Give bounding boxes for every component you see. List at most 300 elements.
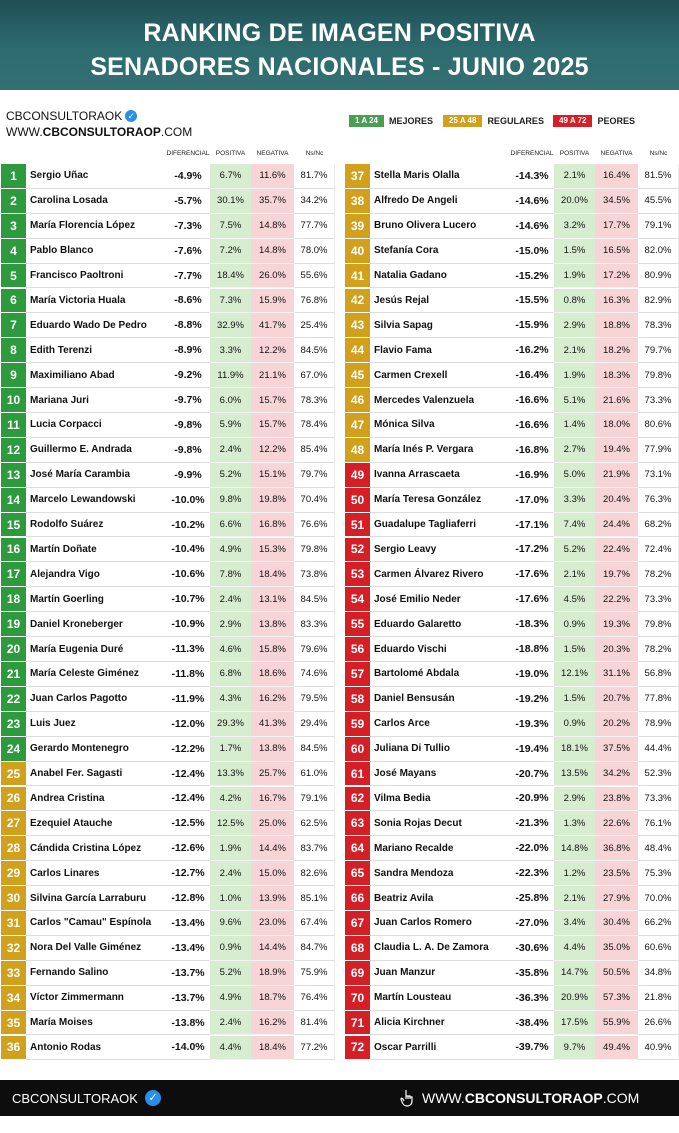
senator-name: José Mayans [370, 762, 510, 787]
bottom-band [0, 1116, 679, 1133]
nsnc-value: 82.6% [294, 861, 335, 886]
rank-cell: 31 [1, 911, 26, 936]
rank-cell: 64 [345, 836, 370, 861]
nsnc-value: 70.0% [638, 886, 679, 911]
negativa-value: 16.7% [251, 787, 294, 812]
table-row [345, 363, 679, 388]
nsnc-value: 80.9% [638, 264, 679, 289]
senator-name: Stefanía Cora [370, 239, 510, 264]
col-negativa-left: NEGATIVA [256, 150, 289, 157]
senator-name: Eduardo Wado De Pedro [26, 313, 166, 338]
nsnc-value: 78.3% [294, 388, 335, 413]
page-title: RANKING DE IMAGEN POSITIVA [143, 19, 536, 47]
table-row [1, 861, 335, 886]
senator-name: José María Carambia [26, 463, 166, 488]
rank-cell: 20 [1, 637, 26, 662]
nsnc-value: 81.7% [294, 164, 335, 189]
diferencial-value: -12.7% [166, 861, 210, 886]
diferencial-value: -12.4% [166, 787, 210, 812]
rank-cell: 25 [1, 762, 26, 787]
nsnc-value: 76.8% [294, 289, 335, 314]
rank-cell: 3 [1, 214, 26, 239]
nsnc-value: 62.5% [294, 811, 335, 836]
negativa-value: 20.4% [595, 488, 638, 513]
table-row [345, 587, 679, 612]
negativa-value: 13.8% [251, 737, 294, 762]
table-row [345, 313, 679, 338]
diferencial-value: -13.7% [166, 986, 210, 1011]
table-row [1, 811, 335, 836]
negativa-value: 55.9% [595, 1011, 638, 1036]
senator-name: Maximiliano Abad [26, 363, 166, 388]
diferencial-value: -11.8% [166, 662, 210, 687]
diferencial-value: -13.7% [166, 961, 210, 986]
diferencial-value: -21.3% [510, 811, 554, 836]
nsnc-value: 60.6% [638, 936, 679, 961]
positiva-value: 6.0% [210, 388, 251, 413]
positiva-value: 4.4% [210, 1036, 251, 1061]
negativa-value: 16.5% [595, 239, 638, 264]
positiva-value: 4.9% [210, 986, 251, 1011]
verified-check-icon: ✓ [125, 110, 137, 122]
table-row [1, 413, 335, 438]
nsnc-value: 84.5% [294, 587, 335, 612]
senator-name: Alicia Kirchner [370, 1011, 510, 1036]
senator-name: Juan Carlos Pagotto [26, 687, 166, 712]
diferencial-value: -38.4% [510, 1011, 554, 1036]
diferencial-value: -9.8% [166, 413, 210, 438]
positiva-value: 4.2% [210, 787, 251, 812]
senator-name: Alejandra Vigo [26, 562, 166, 587]
table-row [1, 513, 335, 538]
senator-name: María Moises [26, 1011, 166, 1036]
verified-check-icon: ✓ [145, 1090, 161, 1106]
brand-url[interactable] [6, 125, 266, 139]
senator-name: Oscar Parrilli [370, 1036, 510, 1061]
negativa-value: 13.8% [251, 612, 294, 637]
nsnc-value: 75.3% [638, 861, 679, 886]
diferencial-value: -19.3% [510, 712, 554, 737]
positiva-value: 0.9% [210, 936, 251, 961]
nsnc-value: 55.6% [294, 264, 335, 289]
senator-name: Juliana Di Tullio [370, 737, 510, 762]
senator-name: María Victoria Huala [26, 289, 166, 314]
rank-cell: 29 [1, 861, 26, 886]
nsnc-value: 73.3% [638, 587, 679, 612]
positiva-value: 14.7% [554, 961, 595, 986]
nsnc-value: 44.4% [638, 737, 679, 762]
rank-cell: 46 [345, 388, 370, 413]
negativa-value: 18.3% [595, 363, 638, 388]
senator-name: Alfredo De Angeli [370, 189, 510, 214]
positiva-value: 1.5% [554, 239, 595, 264]
nsnc-value: 73.8% [294, 562, 335, 587]
diferencial-value: -10.6% [166, 562, 210, 587]
rank-cell: 70 [345, 986, 370, 1011]
rank-cell: 23 [1, 712, 26, 737]
nsnc-value: 79.7% [294, 463, 335, 488]
negativa-value: 24.4% [595, 513, 638, 538]
nsnc-value: 79.8% [294, 538, 335, 563]
nsnc-value: 77.2% [294, 1036, 335, 1061]
table-row [1, 687, 335, 712]
col-negativa-right: NEGATIVA [600, 150, 633, 157]
nsnc-value: 40.9% [638, 1036, 679, 1061]
positiva-value: 13.5% [554, 762, 595, 787]
rank-cell: 12 [1, 438, 26, 463]
negativa-value: 18.0% [595, 413, 638, 438]
negativa-value: 41.7% [251, 313, 294, 338]
senator-name: Mercedes Valenzuela [370, 388, 510, 413]
diferencial-value: -16.8% [510, 438, 554, 463]
senator-name: Ezequiel Atauche [26, 811, 166, 836]
diferencial-value: -22.0% [510, 836, 554, 861]
negativa-value: 17.7% [595, 214, 638, 239]
negativa-value: 16.4% [595, 164, 638, 189]
diferencial-value: -25.8% [510, 886, 554, 911]
diferencial-value: -11.9% [166, 687, 210, 712]
nsnc-value: 83.3% [294, 612, 335, 637]
negativa-value: 21.9% [595, 463, 638, 488]
negativa-value: 35.7% [251, 189, 294, 214]
rank-cell: 26 [1, 787, 26, 812]
diferencial-value: -15.0% [510, 239, 554, 264]
negativa-value: 19.3% [595, 612, 638, 637]
brand-name: CBCONSULTORAOK [6, 109, 123, 123]
rank-cell: 28 [1, 836, 26, 861]
nsnc-value: 85.4% [294, 438, 335, 463]
negativa-value: 15.0% [251, 861, 294, 886]
footer-url[interactable] [400, 1089, 639, 1107]
senator-name: Martín Lousteau [370, 986, 510, 1011]
senator-name: Bruno Olivera Lucero [370, 214, 510, 239]
table-row [345, 164, 679, 189]
positiva-value: 29.3% [210, 712, 251, 737]
nsnc-value: 76.4% [294, 986, 335, 1011]
positiva-value: 12.5% [210, 811, 251, 836]
senator-name: Stella Maris Olalla [370, 164, 510, 189]
nsnc-value: 77.7% [294, 214, 335, 239]
negativa-value: 23.5% [595, 861, 638, 886]
negativa-value: 18.8% [595, 313, 638, 338]
nsnc-value: 73.1% [638, 463, 679, 488]
diferencial-value: -36.3% [510, 986, 554, 1011]
rank-cell: 34 [1, 986, 26, 1011]
rank-cell: 16 [1, 538, 26, 563]
diferencial-value: -10.4% [166, 538, 210, 563]
negativa-value: 20.3% [595, 637, 638, 662]
nsnc-value: 72.4% [638, 538, 679, 563]
table-row [1, 189, 335, 214]
table-row [1, 488, 335, 513]
positiva-value: 1.9% [210, 836, 251, 861]
nsnc-value: 84.5% [294, 338, 335, 363]
negativa-value: 22.6% [595, 811, 638, 836]
positiva-value: 5.9% [210, 413, 251, 438]
positiva-value: 1.7% [210, 737, 251, 762]
diferencial-value: -16.6% [510, 388, 554, 413]
col-diferencial-right: DIFERENCIAL [510, 150, 554, 157]
positiva-value: 4.4% [554, 936, 595, 961]
nsnc-value: 29.4% [294, 712, 335, 737]
legend-label-regular: REGULARES [487, 115, 544, 126]
negativa-value: 15.8% [251, 637, 294, 662]
positiva-value: 6.8% [210, 662, 251, 687]
rank-cell: 30 [1, 886, 26, 911]
senator-name: Carlos "Camau" Espínola [26, 911, 166, 936]
legend-chip-regular: 25 A 48 [443, 115, 482, 127]
negativa-value: 14.4% [251, 936, 294, 961]
table-row [1, 438, 335, 463]
diferencial-value: -10.0% [166, 488, 210, 513]
nsnc-value: 21.8% [638, 986, 679, 1011]
nsnc-value: 76.1% [638, 811, 679, 836]
table-row [345, 438, 679, 463]
brand-url-suffix: .COM [160, 125, 193, 139]
negativa-value: 21.1% [251, 363, 294, 388]
positiva-value: 17.5% [554, 1011, 595, 1036]
nsnc-value: 79.5% [294, 687, 335, 712]
negativa-value: 17.2% [595, 264, 638, 289]
nsnc-value: 70.4% [294, 488, 335, 513]
senator-name: Silvina García Larraburu [26, 886, 166, 911]
diferencial-value: -10.2% [166, 513, 210, 538]
positiva-value: 18.1% [554, 737, 595, 762]
positiva-value: 5.1% [554, 388, 595, 413]
rank-cell: 51 [345, 513, 370, 538]
negativa-value: 30.4% [595, 911, 638, 936]
negativa-value: 11.6% [251, 164, 294, 189]
diferencial-value: -7.3% [166, 214, 210, 239]
rank-cell: 13 [1, 463, 26, 488]
senator-name: Jesús Rejal [370, 289, 510, 314]
table-row [345, 413, 679, 438]
senator-name: María Celeste Giménez [26, 662, 166, 687]
rank-cell: 8 [1, 338, 26, 363]
senator-name: Bartolomé Abdala [370, 662, 510, 687]
table-row [345, 861, 679, 886]
diferencial-value: -15.2% [510, 264, 554, 289]
table-row [345, 388, 679, 413]
diferencial-value: -10.9% [166, 612, 210, 637]
col-nsnc-right: Ns/Nc [649, 150, 668, 157]
rank-cell: 15 [1, 513, 26, 538]
table-row [345, 961, 679, 986]
diferencial-value: -14.0% [166, 1036, 210, 1061]
senator-name: Carlos Linares [26, 861, 166, 886]
negativa-value: 15.7% [251, 388, 294, 413]
positiva-value: 1.9% [554, 264, 595, 289]
negativa-value: 12.2% [251, 338, 294, 363]
rank-cell: 5 [1, 264, 26, 289]
negativa-value: 15.3% [251, 538, 294, 563]
rank-cell: 48 [345, 438, 370, 463]
senator-name: Sonia Rojas Decut [370, 811, 510, 836]
table-row [1, 911, 335, 936]
positiva-value: 2.7% [554, 438, 595, 463]
positiva-value: 18.4% [210, 264, 251, 289]
negativa-value: 25.7% [251, 762, 294, 787]
nsnc-value: 26.6% [638, 1011, 679, 1036]
positiva-value: 2.9% [210, 612, 251, 637]
positiva-value: 7.3% [210, 289, 251, 314]
senator-name: Natalia Gadano [370, 264, 510, 289]
brand-url-prefix: WWW. [6, 125, 43, 139]
table-row [345, 737, 679, 762]
negativa-value: 23.0% [251, 911, 294, 936]
negativa-value: 12.2% [251, 438, 294, 463]
rank-cell: 14 [1, 488, 26, 513]
rank-cell: 21 [1, 662, 26, 687]
nsnc-value: 79.8% [638, 612, 679, 637]
negativa-value: 18.6% [251, 662, 294, 687]
table-row [1, 363, 335, 388]
senator-name: María Florencia López [26, 214, 166, 239]
table-row [1, 762, 335, 787]
rank-cell: 55 [345, 612, 370, 637]
rank-cell: 24 [1, 737, 26, 762]
nsnc-value: 34.2% [294, 189, 335, 214]
positiva-value: 7.4% [554, 513, 595, 538]
senator-name: Carolina Losada [26, 189, 166, 214]
diferencial-value: -39.7% [510, 1036, 554, 1061]
nsnc-value: 78.0% [294, 239, 335, 264]
negativa-value: 19.7% [595, 562, 638, 587]
nsnc-value: 67.4% [294, 911, 335, 936]
positiva-value: 3.3% [554, 488, 595, 513]
senator-name: Edith Terenzi [26, 338, 166, 363]
footer-brand-name: CBCONSULTORAOK [12, 1090, 138, 1106]
table-row [1, 214, 335, 239]
diferencial-value: -18.3% [510, 612, 554, 637]
col-positiva-right: POSITIVA [559, 150, 590, 157]
diferencial-value: -7.7% [166, 264, 210, 289]
negativa-value: 14.4% [251, 836, 294, 861]
table-row [345, 886, 679, 911]
diferencial-value: -20.7% [510, 762, 554, 787]
positiva-value: 1.4% [554, 413, 595, 438]
diferencial-value: -12.4% [166, 762, 210, 787]
senator-name: Sergio Uñac [26, 164, 166, 189]
legend-best [349, 114, 433, 127]
table-row [345, 936, 679, 961]
negativa-value: 16.2% [251, 687, 294, 712]
rank-cell: 1 [1, 164, 26, 189]
table-row [345, 762, 679, 787]
negativa-value: 18.4% [251, 1036, 294, 1061]
rank-cell: 58 [345, 687, 370, 712]
positiva-value: 5.2% [554, 538, 595, 563]
rank-cell: 4 [1, 239, 26, 264]
diferencial-value: -12.5% [166, 811, 210, 836]
positiva-value: 0.8% [554, 289, 595, 314]
diferencial-value: -14.3% [510, 164, 554, 189]
diferencial-value: -8.8% [166, 313, 210, 338]
rank-cell: 2 [1, 189, 26, 214]
negativa-value: 22.4% [595, 538, 638, 563]
table-row [1, 637, 335, 662]
table-row [1, 463, 335, 488]
positiva-value: 0.9% [554, 612, 595, 637]
diferencial-value: -17.2% [510, 538, 554, 563]
senator-name: Carlos Arce [370, 712, 510, 737]
nsnc-value: 81.5% [638, 164, 679, 189]
senator-name: Eduardo Galaretto [370, 612, 510, 637]
nsnc-value: 73.3% [638, 787, 679, 812]
rank-cell: 22 [1, 687, 26, 712]
positiva-value: 9.7% [554, 1036, 595, 1061]
col-diferencial-left: DIFERENCIAL [166, 150, 210, 157]
senator-name: Claudia L. A. De Zamora [370, 936, 510, 961]
negativa-value: 27.9% [595, 886, 638, 911]
footer-url-bold: CBCONSULTORAOP [464, 1090, 603, 1106]
negativa-value: 22.2% [595, 587, 638, 612]
table-row [1, 787, 335, 812]
nsnc-value: 79.7% [638, 338, 679, 363]
nsnc-value: 82.9% [638, 289, 679, 314]
rank-cell: 43 [345, 313, 370, 338]
rank-cell: 7 [1, 313, 26, 338]
senator-name: Fernando Salino [26, 961, 166, 986]
negativa-value: 15.7% [251, 413, 294, 438]
diferencial-value: -8.9% [166, 338, 210, 363]
positiva-value: 2.9% [554, 313, 595, 338]
table-row [1, 538, 335, 563]
senator-name: Mónica Silva [370, 413, 510, 438]
senator-name: Guadalupe Tagliaferri [370, 513, 510, 538]
table-row [345, 986, 679, 1011]
senator-name: Guillermo E. Andrada [26, 438, 166, 463]
nsnc-value: 25.4% [294, 313, 335, 338]
negativa-value: 20.7% [595, 687, 638, 712]
senator-name: Carmen Crexell [370, 363, 510, 388]
positiva-value: 2.1% [554, 164, 595, 189]
positiva-value: 3.3% [210, 338, 251, 363]
table-row [1, 264, 335, 289]
table-row [1, 313, 335, 338]
nsnc-value: 67.0% [294, 363, 335, 388]
rank-cell: 11 [1, 413, 26, 438]
senator-name: Eduardo Vischi [370, 637, 510, 662]
page-footer [0, 1080, 679, 1116]
diferencial-value: -15.5% [510, 289, 554, 314]
rank-cell: 38 [345, 189, 370, 214]
negativa-value: 14.8% [251, 214, 294, 239]
negativa-value: 15.1% [251, 463, 294, 488]
positiva-value: 20.9% [554, 986, 595, 1011]
table-row [1, 612, 335, 637]
senator-name: Vilma Bedia [370, 787, 510, 812]
diferencial-value: -16.4% [510, 363, 554, 388]
senator-name: Anabel Fer. Sagasti [26, 762, 166, 787]
diferencial-value: -19.0% [510, 662, 554, 687]
nsnc-value: 79.1% [638, 214, 679, 239]
rank-cell: 49 [345, 463, 370, 488]
negativa-value: 21.6% [595, 388, 638, 413]
rank-cell: 60 [345, 737, 370, 762]
table-row [345, 612, 679, 637]
negativa-value: 18.7% [251, 986, 294, 1011]
positiva-value: 2.1% [554, 338, 595, 363]
senator-name: Beatriz Avila [370, 886, 510, 911]
nsnc-value: 52.3% [638, 762, 679, 787]
negativa-value: 37.5% [595, 737, 638, 762]
table-row [345, 562, 679, 587]
positiva-value: 13.3% [210, 762, 251, 787]
rank-cell: 36 [1, 1036, 26, 1061]
rank-cell: 65 [345, 861, 370, 886]
rank-cell: 56 [345, 637, 370, 662]
